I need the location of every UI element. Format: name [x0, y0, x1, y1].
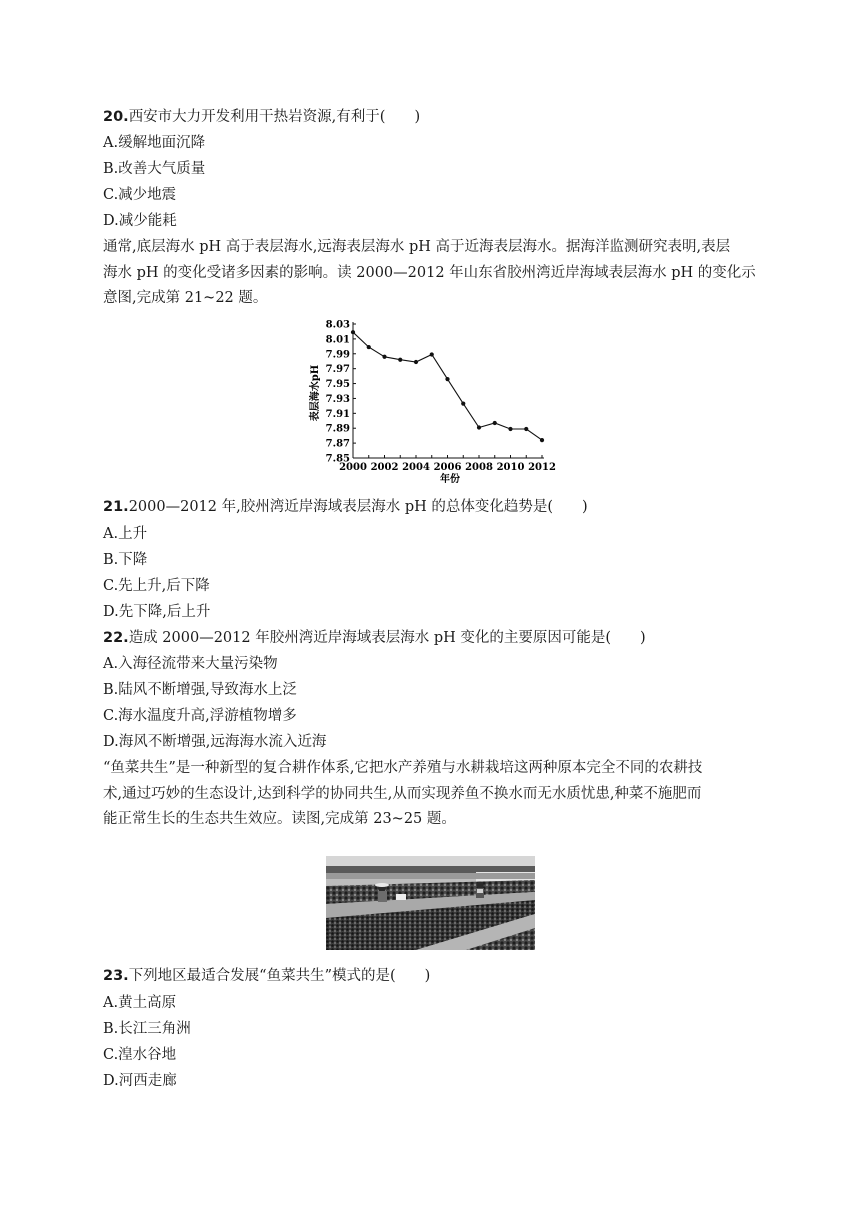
passage-line: 通常,底层海水 pH 高于表层海水,远海表层海水 pH 高于近海表层海水。据海洋监测研究表明,表层 [103, 239, 731, 255]
y-tick-label: 7.95 [325, 379, 350, 391]
question-20-stem [103, 107, 420, 127]
chart-axes [353, 322, 544, 458]
y-axis-label: 表层海水pH [310, 364, 321, 422]
question-text: 2000—2012 年,胶州湾近岸海域表层海水 pH 的总体变化趋势是( ) [128, 499, 588, 515]
ph-line-chart [300, 312, 570, 486]
y-tick-label: 8.01 [325, 334, 350, 346]
question-21-stem [103, 497, 588, 517]
question-number: 20. [103, 109, 129, 125]
y-tick-label: 7.87 [325, 438, 350, 450]
question-number: 23. [103, 968, 129, 984]
x-tick-label: 2002 [370, 462, 399, 473]
passage-line: 术,通过巧妙的生态设计,达到科学的协同共生,从而实现养鱼不换水而无水质忧患,种菜不施肥而 [103, 785, 702, 802]
option-a: A.上升 [103, 526, 148, 542]
data-point [461, 402, 465, 406]
series-line [353, 332, 542, 440]
y-axis-ticks [326, 320, 356, 465]
option-b: B.改善大气质量 [103, 161, 206, 177]
option-b: B.下降 [103, 552, 148, 568]
passage-line: 海水 pH 的变化受诸多因素的影响。读 2000—2012 年山东省胶州湾近岸海域表层海水 pH 的变化示 [103, 264, 756, 281]
x-tick-label: 2004 [402, 462, 430, 473]
y-tick-label: 7.91 [325, 408, 350, 420]
data-point [367, 345, 371, 349]
x-tick-label: 2000 [339, 462, 367, 473]
data-point [493, 421, 497, 425]
passage-line: 意图,完成第 21~22 题。 [103, 290, 268, 306]
question-text: 造成 2000—2012 年胶州湾近岸海域表层海水 pH 变化的主要原因可能是( ) [128, 630, 646, 646]
question-number: 22. [103, 630, 129, 646]
question-text: 下列地区最适合发展“鱼菜共生”模式的是( ) [128, 968, 431, 984]
x-tick-label: 2008 [465, 462, 493, 473]
x-tick-label: 2010 [496, 462, 525, 473]
question-number: 21. [103, 499, 129, 515]
data-point [445, 377, 449, 381]
option-d: D.先下降,后上升 [103, 604, 211, 620]
data-point [414, 360, 418, 364]
option-a: A.缓解地面沉降 [103, 135, 206, 151]
y-tick-label: 7.99 [325, 349, 350, 361]
data-point [382, 355, 386, 359]
data-point [524, 427, 528, 431]
option-d: D.海风不断增强,远海海水流入近海 [103, 734, 327, 750]
option-b: B.长江三角洲 [103, 1021, 191, 1037]
y-tick-label: 7.97 [325, 364, 350, 376]
data-point [477, 425, 481, 429]
option-c: C.湟水谷地 [103, 1047, 177, 1063]
option-c: C.先上升,后下降 [103, 578, 210, 594]
data-point [430, 352, 434, 356]
option-d: D.河西走廊 [103, 1073, 177, 1089]
data-point [508, 427, 512, 431]
passage-aquaponics [103, 756, 763, 833]
y-tick-label: 7.89 [325, 423, 350, 435]
x-tick-label: 2006 [433, 462, 462, 473]
data-point [351, 330, 355, 334]
passage-line: “鱼菜共生”是一种新型的复合耕作体系,它把水产养殖与水耕栽培这两种原本完全不同的农耕技 [103, 760, 703, 776]
y-tick-label: 7.93 [325, 393, 350, 405]
data-point [540, 438, 544, 442]
x-axis-label: 年份 [440, 474, 460, 485]
y-tick-label: 8.03 [325, 319, 350, 331]
option-d: D.减少能耗 [103, 213, 177, 229]
x-tick-label: 2012 [528, 462, 556, 473]
passage-ph [103, 235, 763, 312]
question-text: 西安市大力开发利用干热岩资源,有利于( ) [128, 109, 421, 125]
option-b: B.陆风不断增强,导致海水上泛 [103, 682, 297, 698]
y-tick-label: 7.85 [325, 453, 350, 465]
option-c: C.海水温度升高,浮游植物增多 [103, 708, 297, 724]
question-23-stem [103, 966, 430, 986]
data-point [398, 358, 402, 362]
option-a: A.黄土高原 [103, 995, 177, 1011]
option-c: C.减少地震 [103, 187, 177, 203]
passage-line: 能正常生长的生态共生效应。读图,完成第 23~25 题。 [103, 811, 456, 827]
aquaponics-field-photo [326, 856, 535, 950]
question-22-stem [103, 628, 646, 648]
ph-series [351, 330, 544, 442]
option-a: A.入海径流带来大量污染物 [103, 656, 278, 672]
